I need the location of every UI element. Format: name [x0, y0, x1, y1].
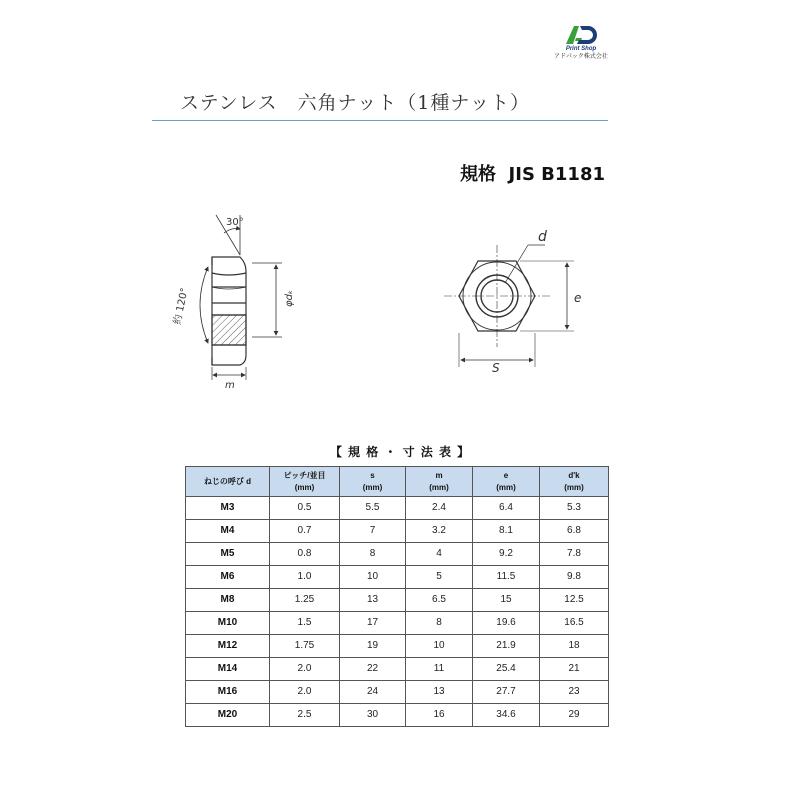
front-view [444, 245, 574, 367]
table-cell: 24 [340, 681, 406, 704]
table-cell: 11 [406, 658, 473, 681]
thread-size-cell: M3 [186, 497, 270, 520]
specs-table [185, 466, 609, 727]
table-cell: 25.4 [473, 658, 540, 681]
table-cell: 10 [406, 635, 473, 658]
table-cell: 2.4 [406, 497, 473, 520]
column-header [473, 467, 540, 497]
column-header-unit: (mm) [564, 482, 584, 492]
thread-size-cell: M20 [186, 704, 270, 727]
table-caption: 【 規 格 ・ 寸 法 表 】 [329, 445, 471, 459]
table-cell: 21.9 [473, 635, 540, 658]
table-cell: 0.7 [270, 520, 340, 543]
table-row [186, 704, 609, 727]
dk-label: φdₖ [284, 289, 295, 307]
ad-logo-icon [564, 24, 598, 46]
table-cell: 7 [340, 520, 406, 543]
table-cell: 15 [473, 589, 540, 612]
table-cell: 5.5 [340, 497, 406, 520]
table-cell: 6.8 [540, 520, 609, 543]
logo-tagline: Print Shop [565, 46, 597, 52]
d-label: d [538, 229, 547, 245]
table-row [186, 566, 609, 589]
table-cell: 16 [406, 704, 473, 727]
table-cell: 10 [340, 566, 406, 589]
table-body [186, 497, 609, 727]
table-cell: 1.5 [270, 612, 340, 635]
table-cell: 34.6 [473, 704, 540, 727]
table-cell: 19.6 [473, 612, 540, 635]
column-header-label: s [370, 470, 375, 480]
table-cell: 0.8 [270, 543, 340, 566]
table-row [186, 635, 609, 658]
column-header [270, 467, 340, 497]
page-title: ステンレス 六角ナット（1種ナット） [180, 92, 530, 114]
table-cell: 16.5 [540, 612, 609, 635]
column-header [340, 467, 406, 497]
column-header-label: m [435, 470, 443, 480]
table-cell: 5.3 [540, 497, 609, 520]
column-header [406, 467, 473, 497]
thread-size-cell: M16 [186, 681, 270, 704]
table-row [186, 658, 609, 681]
angle-120-label: 約 120° [172, 286, 191, 326]
title-underline [152, 120, 608, 121]
side-view [200, 215, 282, 380]
table-cell: 6.4 [473, 497, 540, 520]
table-row [186, 543, 609, 566]
table-cell: 8.1 [473, 520, 540, 543]
thread-size-cell: M10 [186, 612, 270, 635]
table-cell: 13 [340, 589, 406, 612]
thread-size-cell: M4 [186, 520, 270, 543]
table-cell: 12.5 [540, 589, 609, 612]
table-cell: 9.2 [473, 543, 540, 566]
table-row [186, 681, 609, 704]
table-cell: 18 [540, 635, 609, 658]
thread-size-cell: M12 [186, 635, 270, 658]
s-label: S [492, 361, 500, 375]
table-cell: 11.5 [473, 566, 540, 589]
column-header-unit: (mm) [362, 482, 383, 492]
table-cell: 8 [406, 612, 473, 635]
column-header-label: ねじの呼び d [203, 476, 252, 486]
table-header-row [186, 467, 609, 497]
table-row [186, 612, 609, 635]
table-cell: 9.8 [540, 566, 609, 589]
table-cell: 29 [540, 704, 609, 727]
thread-size-cell: M14 [186, 658, 270, 681]
thread-size-cell: M5 [186, 543, 270, 566]
column-header [186, 467, 270, 497]
table-cell: 3.2 [406, 520, 473, 543]
table-cell: 22 [340, 658, 406, 681]
angle-30-label: 30° [226, 217, 244, 228]
hex-nut-drawing [0, 205, 800, 390]
column-header-label: e [503, 470, 509, 480]
table-cell: 27.7 [473, 681, 540, 704]
table-row [186, 520, 609, 543]
table-cell: 30 [340, 704, 406, 727]
table-cell: 5 [406, 566, 473, 589]
table-cell: 2.0 [270, 681, 340, 704]
table-cell: 6.5 [406, 589, 473, 612]
column-header-unit: (mm) [496, 482, 516, 492]
column-header-unit: (mm) [429, 482, 449, 492]
table-row [186, 497, 609, 520]
table-cell: 13 [406, 681, 473, 704]
column-header-unit: (mm) [294, 482, 315, 492]
m-label: m [225, 380, 235, 390]
table-cell: 1.25 [270, 589, 340, 612]
table-cell: 1.0 [270, 566, 340, 589]
table-cell: 1.75 [270, 635, 340, 658]
column-header-label: d'k [568, 470, 580, 480]
table-row [186, 589, 609, 612]
table-cell: 0.5 [270, 497, 340, 520]
column-header-label: ピッチ/並目 [283, 470, 326, 480]
table-cell: 23 [540, 681, 609, 704]
thread-size-cell: M8 [186, 589, 270, 612]
company-name: アドパック株式会社 [554, 53, 608, 60]
table-cell: 2.5 [270, 704, 340, 727]
table-cell: 8 [340, 543, 406, 566]
table-cell: 2.0 [270, 658, 340, 681]
standard-label: 規格 JIS B1181 [460, 164, 605, 185]
table-cell: 19 [340, 635, 406, 658]
column-header [540, 467, 609, 497]
table-cell: 17 [340, 612, 406, 635]
company-logo [550, 24, 612, 61]
thread-size-cell: M6 [186, 566, 270, 589]
table-cell: 4 [406, 543, 473, 566]
e-label: e [574, 291, 582, 305]
table-cell: 7.8 [540, 543, 609, 566]
table-cell: 21 [540, 658, 609, 681]
